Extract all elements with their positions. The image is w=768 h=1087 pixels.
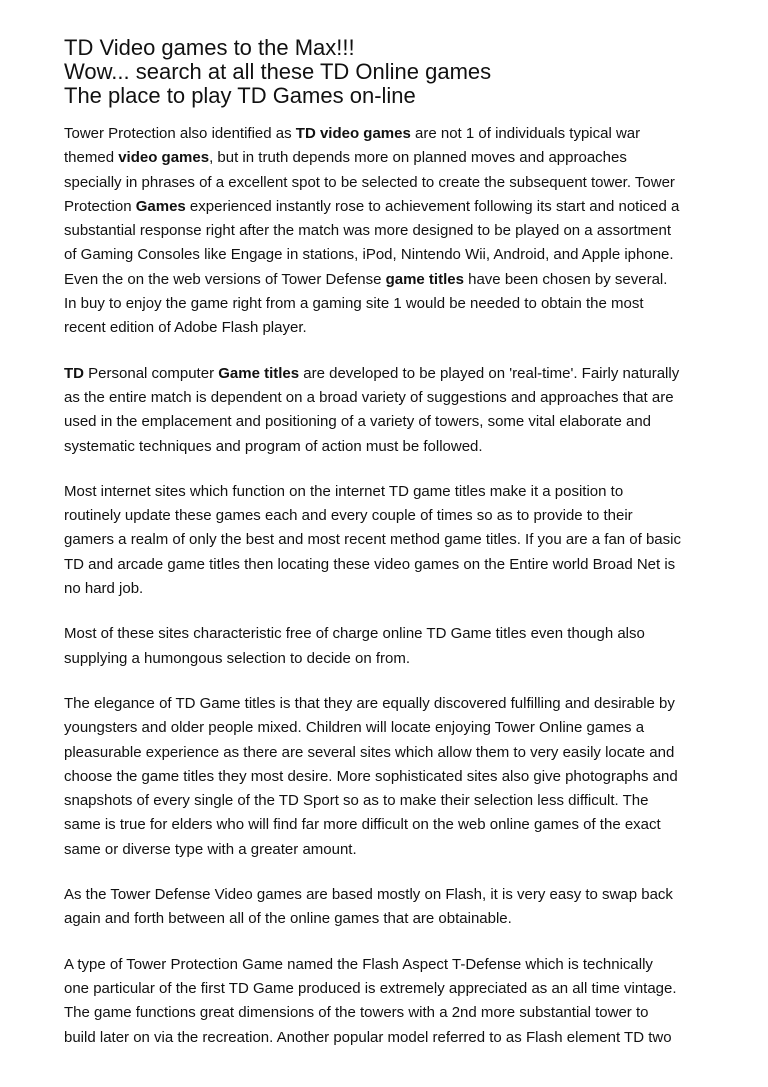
text-run: supplying a humongous selection to decide on from. — [64, 649, 411, 667]
text-run: In buy to enjoy the game right from a gaming site 1 would be needed to obtain the most — [64, 295, 644, 313]
text-run: choose the game titles they most desire. More sophisticated sites also give photographs and — [64, 767, 678, 785]
text-run: Protection — [64, 197, 136, 215]
text-line — [64, 838, 716, 862]
paragraph — [64, 883, 716, 932]
text-run: used in the emplacement and positioning of a variety of towers, some vital elaborate and — [64, 413, 652, 431]
text-line — [64, 977, 716, 1001]
text-run: recent edition of Adobe Flash player. — [64, 319, 307, 337]
bold-keyword: Games — [135, 197, 186, 215]
text-run: substantial response right after the match was more designed to be played on a assortment — [64, 222, 672, 240]
text-run: The game functions great dimensions of the towers with a 2nd more substantial tower to — [64, 1004, 649, 1022]
text-line — [64, 765, 716, 789]
paragraph — [64, 480, 716, 601]
text-run: are not 1 of individuals typical war — [410, 125, 641, 142]
bold-keyword: Game titles — [218, 364, 300, 382]
text-run: experienced instantly rose to achievement following its start and noticed a — [185, 197, 680, 215]
text-line — [64, 1001, 716, 1025]
text-line — [64, 362, 716, 386]
text-run: are developed to be played on 'real-time'. Fairly naturally — [299, 364, 680, 382]
text-line — [64, 553, 716, 577]
text-line — [64, 268, 716, 292]
body-text — [64, 122, 716, 1050]
text-line — [64, 692, 716, 716]
text-run: , but in truth depends more on planned moves and approaches — [209, 149, 627, 167]
text-run: again and forth between all of the online games that are obtainable. — [64, 910, 512, 928]
text-line — [64, 741, 716, 765]
text-run: TD and arcade game titles then locating these video games on the Entire world Broad Net is — [64, 555, 676, 573]
text-run: specially in phrases of a excellent spot to be selected to create the subsequent tower. Tower — [64, 173, 675, 191]
text-line — [64, 292, 716, 316]
text-run: themed — [64, 149, 119, 167]
bold-keyword: TD video games — [295, 125, 411, 142]
text-line — [64, 435, 716, 459]
text-run: systematic techniques and program of action must be followed. — [64, 437, 483, 455]
paragraph — [64, 362, 716, 459]
text-line — [64, 622, 716, 646]
text-line — [64, 316, 716, 340]
text-line — [64, 243, 716, 267]
page-tagline: The place to play TD Games on-line — [64, 83, 416, 108]
text-line — [64, 1026, 716, 1050]
text-run: Most internet sites which function on the internet TD game titles make it a position to — [64, 482, 624, 500]
page-subtitle: Wow... search at all these TD Online games — [64, 59, 492, 84]
text-line — [64, 789, 716, 813]
text-run: build later on via the recreation. Another popular model referred to as Flash element TD two — [64, 1028, 672, 1046]
text-run: of Gaming Consoles like Engage in stations, iPod, Nintendo Wii, Android, and Apple iphone. — [64, 246, 674, 264]
text-run: snapshots of every single of the TD Sport so as to make their selection less difficult. The — [64, 792, 649, 810]
document-page — [64, 36, 716, 1071]
text-line — [64, 504, 716, 528]
text-run: pleasurable experience as there are several sites which allow them to very easily locate and — [64, 743, 675, 761]
title-block — [64, 36, 716, 108]
text-line — [64, 813, 716, 837]
text-line — [64, 480, 716, 504]
text-line — [64, 647, 716, 671]
text-run: youngsters and older people mixed. Children will locate enjoying Tower Online games a — [64, 719, 645, 737]
text-line — [64, 907, 716, 931]
text-line — [64, 171, 716, 195]
text-line — [64, 528, 716, 552]
text-run: Even the on the web versions of Tower Defense — [64, 270, 386, 288]
paragraph — [64, 692, 716, 862]
text-run: Most of these sites characteristic free of charge online TD Game titles even though also — [64, 625, 645, 643]
text-run: no hard job. — [64, 580, 144, 598]
text-run: same or diverse type with a greater amount. — [64, 840, 357, 858]
text-line — [64, 883, 716, 907]
bold-keyword: video games — [118, 149, 210, 167]
bold-keyword: TD — [64, 364, 84, 382]
text-run: As the Tower Defense Video games are based mostly on Flash, it is very easy to swap back — [64, 886, 673, 904]
text-run: A type of Tower Protection Game named the Flash Aspect T-Defense which is technically — [64, 955, 653, 973]
text-line — [64, 716, 716, 740]
text-line — [64, 195, 716, 219]
text-run: as the entire match is dependent on a broad variety of suggestions and approaches that are — [64, 388, 674, 406]
text-run: gamers a realm of only the best and most recent method game titles. If you are a fan of basic — [64, 531, 681, 549]
text-line — [64, 410, 716, 434]
paragraph — [64, 122, 716, 341]
text-run: Personal computer — [84, 364, 219, 382]
text-run: The elegance of TD Game titles is that they are equally discovered fulfilling and desirable by — [64, 694, 675, 712]
text-line — [64, 146, 716, 170]
page-title: TD Video games to the Max!!! — [64, 35, 355, 60]
text-run: routinely update these games each and every couple of times so as to provide to their — [64, 507, 633, 525]
text-line — [64, 953, 716, 977]
paragraph — [64, 622, 716, 671]
text-run: Tower Protection also identified as — [64, 125, 296, 142]
paragraph — [64, 953, 716, 1050]
text-line — [64, 386, 716, 410]
bold-keyword: game titles — [385, 270, 464, 288]
text-run: have been chosen by several. — [463, 270, 668, 288]
text-line — [64, 219, 716, 243]
text-run: one particular of the first TD Game produced is extremely appreciated as an all time vintage. — [64, 979, 677, 997]
text-line — [64, 122, 716, 146]
text-run: same is true for elders who will find far more difficult on the web online games of the exact — [64, 816, 661, 834]
text-line — [64, 577, 716, 601]
